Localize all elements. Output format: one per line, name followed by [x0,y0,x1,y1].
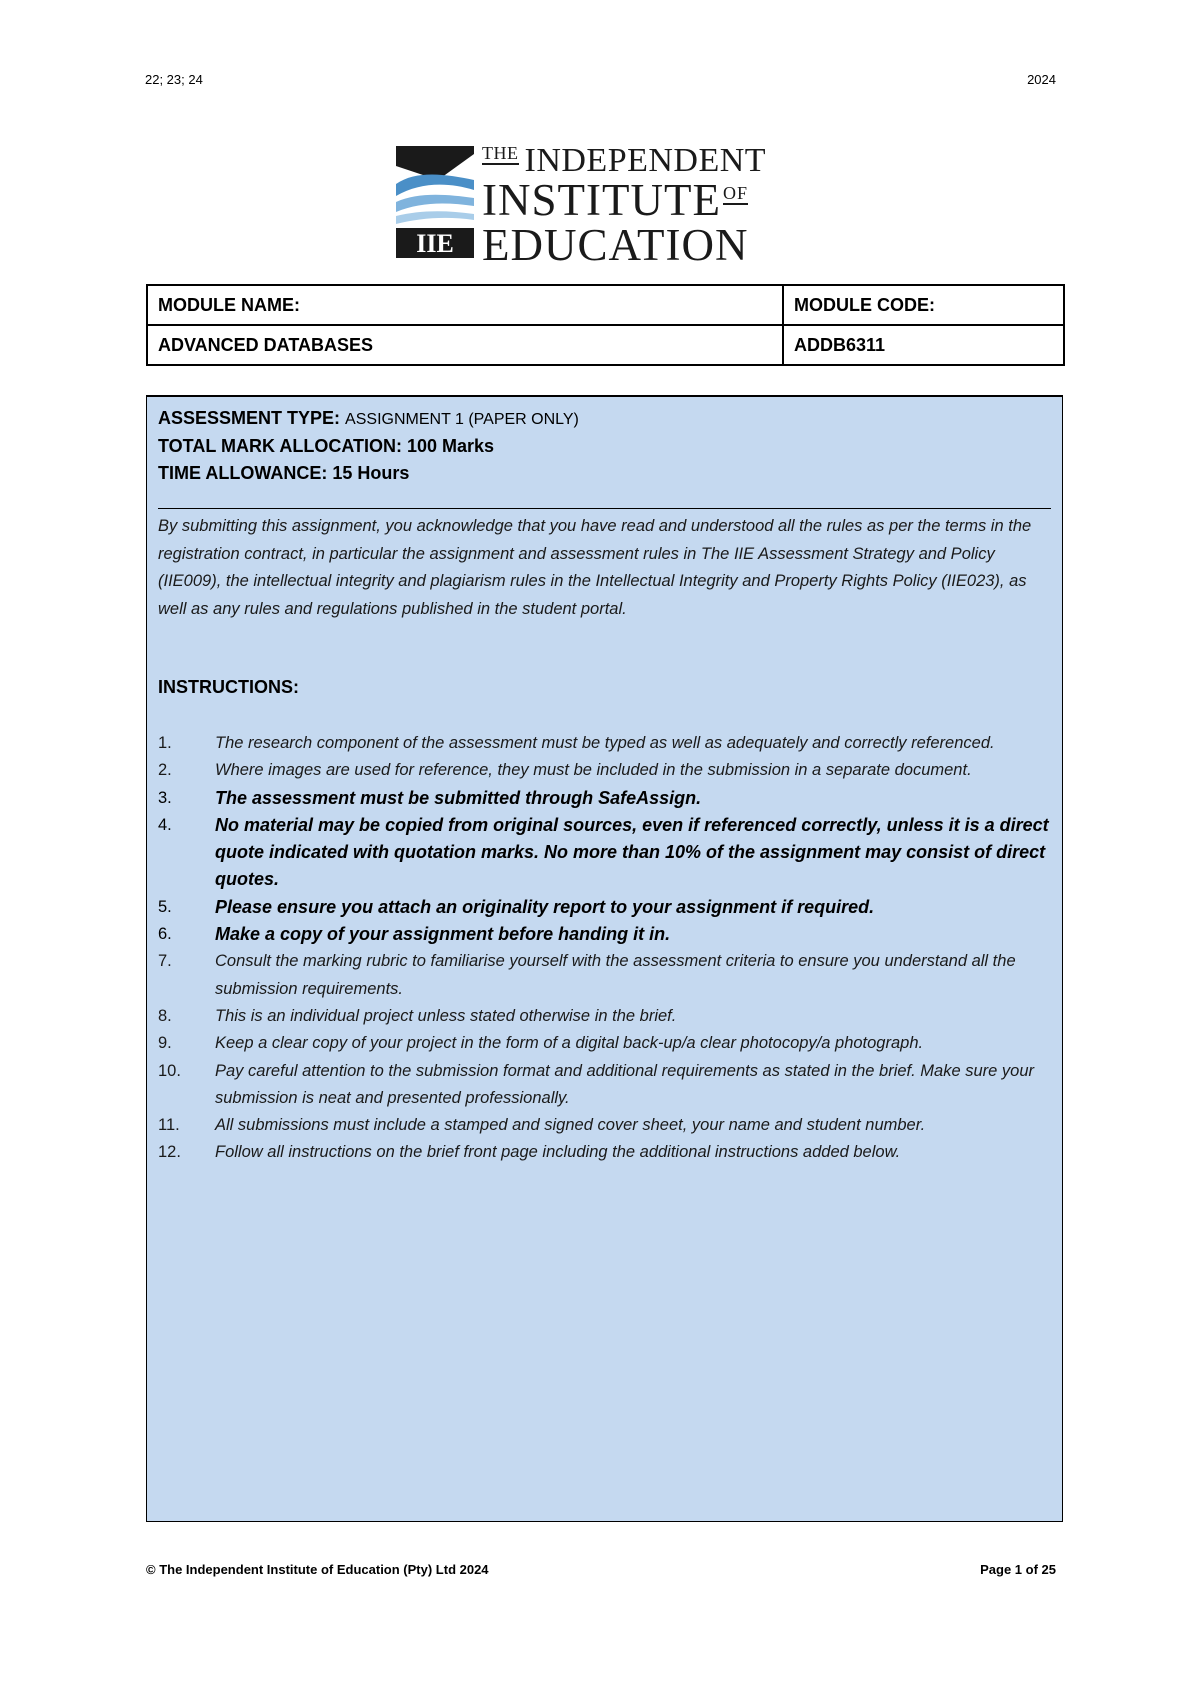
assessment-summary [158,405,579,487]
instruction-text: Follow all instructions on the brief front page including the additional instructions added below. [215,1143,901,1162]
instruction-number: 9. [158,1034,172,1053]
instruction-text: Pay careful attention to the submission format and additional requirements as stated in the brief. Make sure your submission is neat and presented professionally. [215,1061,1035,1107]
instruction-text: No material may be copied from original sources, even if referenced correctly, unless it is a direct quote indicated with quotation marks. No more than 10% of the assignment may consist of direct quotes. [215,814,1049,890]
logo-education: EDUCATION [482,220,749,270]
instruction-number: 1. [158,734,172,752]
total-mark-label: TOTAL MARK ALLOCATION: [158,436,402,456]
instruction-item [158,1058,1058,1113]
instruction-item [158,1139,1058,1166]
page-number: Page 1 of 25 [980,1562,1056,1577]
instruction-number: 2. [158,761,172,780]
assessment-type-value: ASSIGNMENT 1 (PAPER ONLY) [345,411,579,428]
instruction-text: All submissions must include a stamped and signed cover sheet, your name and student number. [215,1116,926,1135]
instruction-text: Consult the marking rubric to familiarise yourself with the assessment criteria to ensure you understand all the submission requirements. [215,952,1016,998]
instruction-text: Keep a clear copy of your project in the form of a digital back-up/a clear photocopy/a photograph. [215,1034,924,1053]
instruction-item [158,1003,1058,1030]
instruction-item [158,1112,1058,1139]
time-allowance-label: TIME ALLOWANCE: [158,463,328,483]
instruction-text: The assessment must be submitted through SafeAssign. [215,787,702,808]
time-allowance-line [158,460,579,487]
assessment-type-line [158,405,579,433]
module-info-table [146,284,1065,366]
time-allowance-value: 15 Hours [332,463,410,483]
instruction-number: 7. [158,952,172,971]
iie-logo [396,140,816,270]
instruction-number: 6. [158,925,172,944]
instruction-text: The research component of the assessment must be typed as well as adequately and correctly referenced. [215,734,995,752]
instruction-text: Make a copy of your assignment before handing it in. [215,924,671,945]
total-mark-line [158,433,579,460]
module-name-value: ADVANCED DATABASES [147,325,783,365]
page-header [145,72,1056,92]
module-name-label: MODULE NAME: [147,285,783,325]
assessment-box [146,395,1063,1522]
logo-mark-text: IIE [416,229,454,258]
instruction-item [158,1030,1058,1057]
instruction-number: 10. [158,1061,181,1080]
assessment-type-label: ASSESSMENT TYPE: [158,408,341,428]
module-label-row [147,285,1064,325]
instruction-number: 12. [158,1143,181,1162]
instruction-item [158,812,1058,894]
module-code-label: MODULE CODE: [783,285,1064,325]
instruction-number: 4. [158,815,172,834]
instruction-item [158,948,1058,1003]
instruction-number: 3. [158,788,172,807]
logo-independent: INDEPENDENT [524,142,767,179]
instruction-item [158,894,1058,921]
instruction-number: 8. [158,1006,172,1025]
header-year: 2024 [1027,72,1056,87]
instruction-item [158,785,1058,812]
instruction-text: Please ensure you attach an originality report to your assignment if required. [215,896,875,917]
instruction-item [158,757,1058,784]
section-divider [158,508,1051,509]
total-mark-value: 100 Marks [406,436,495,456]
acknowledgement-text: By submitting this assignment, you acknowledge that you have read and understood all the rules as per the terms in the registration contract, in particular the assignment and assessment rules in The IIE Assessment Strategy and Policy (IIE009), the intellectual integrity and plagiarism rules in the Intellectual Integrity and Property Rights Policy (IIE023), as well as any rules and regulations published in the student portal. [158,517,1032,618]
header-left-text: 22; 23; 24 [145,72,203,87]
instructions-list [158,730,1058,1167]
copyright-text: © The Independent Institute of Education (Pty) Ltd 2024 [146,1562,489,1577]
instruction-item [158,921,1058,948]
logo-of: OF [722,183,748,203]
instruction-number: 5. [158,897,172,916]
instruction-text: This is an individual project unless stated otherwise in the brief. [215,1006,677,1025]
logo-institute: INSTITUTE [482,175,721,225]
instruction-text: Where images are used for reference, they must be included in the submission in a separate document. [215,761,972,780]
module-code-value: ADDB6311 [783,325,1064,365]
iie-logo-mark [396,140,476,258]
instruction-number: 11. [158,1116,180,1135]
logo-the: THE [482,143,519,163]
instruction-item [158,730,1058,757]
module-value-row [147,325,1064,365]
instructions-title: INSTRUCTIONS: [158,677,299,697]
